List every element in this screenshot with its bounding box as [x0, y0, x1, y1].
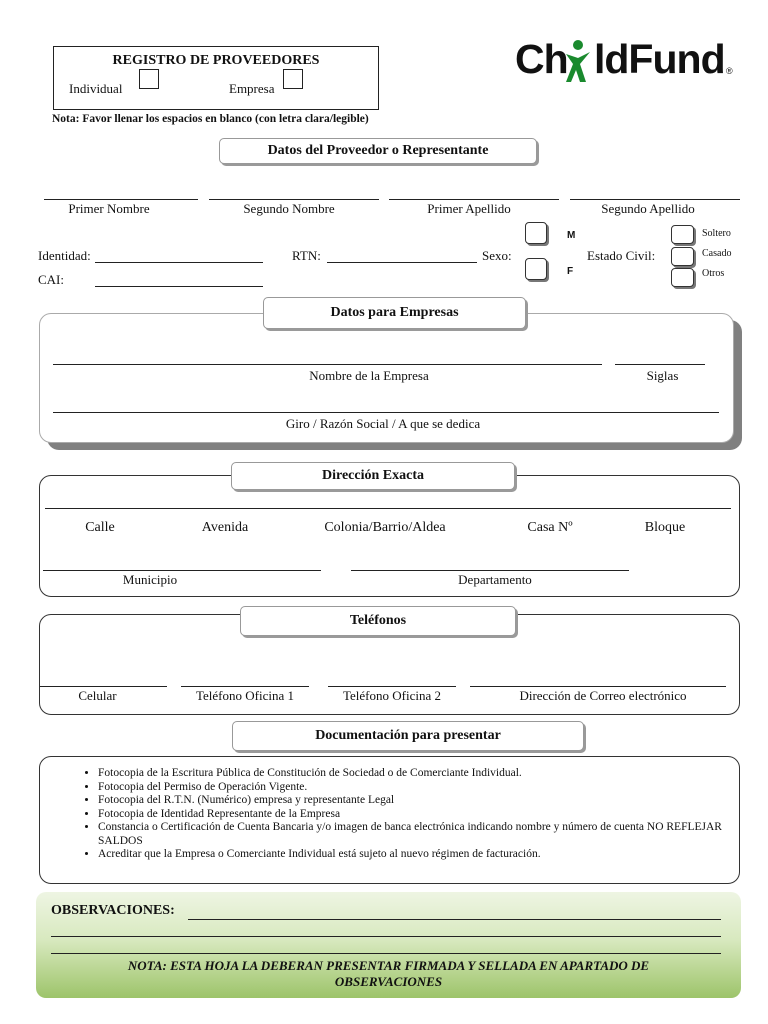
direccion-heading: Dirección Exacta [231, 462, 515, 490]
identidad-label: Identidad: [38, 248, 91, 263]
avenida-label: Avenida [201, 520, 249, 535]
sexo-f-checkbox[interactable] [525, 258, 547, 280]
note-text: Nota: Favor llenar los espacios en blanco (con letra clara/legible) [52, 113, 369, 125]
observaciones-box [36, 892, 741, 998]
telefonos-heading: Teléfonos [240, 606, 516, 636]
documentacion-section [39, 756, 740, 884]
casado-checkbox[interactable] [671, 247, 694, 266]
rtn-label: RTN: [292, 248, 321, 263]
segundo-nombre-label: Segundo Nombre [243, 201, 335, 216]
colonia-label: Colonia/Barrio/Aldea [324, 520, 446, 535]
childfund-logo: Ch ldFund ® [515, 36, 733, 82]
giro-label: Giro / Razón Social / A que se dedica [285, 416, 481, 431]
nota-firmada-line1: NOTA: ESTA HOJA LA DEBERAN PRESENTAR FIRMADA Y SELLADA EN APARTADO DE [127, 958, 650, 973]
identidad-field[interactable] [95, 262, 263, 263]
observaciones-line-1[interactable] [188, 919, 721, 920]
observaciones-label: OBSERVACIONES: [51, 903, 175, 918]
departamento-field[interactable] [351, 570, 629, 571]
documentacion-heading: Documentación para presentar [232, 721, 584, 751]
calle-label: Calle [85, 520, 115, 535]
provider-heading: Datos del Proveedor o Representante [219, 138, 537, 164]
empresa-heading: Datos para Empresas [263, 297, 526, 329]
estado-civil-label: Estado Civil: [587, 248, 656, 263]
otros-label: Otros [702, 268, 725, 279]
list-item: • Fotocopia de Identidad Representante de la Empresa [98, 808, 728, 822]
sexo-f-label: F [567, 266, 574, 277]
cai-field[interactable] [95, 286, 263, 287]
soltero-checkbox[interactable] [671, 225, 694, 244]
empresa-checkbox[interactable] [283, 69, 303, 89]
sexo-m-checkbox[interactable] [525, 222, 547, 244]
celular-field[interactable] [40, 686, 167, 687]
oficina2-label: Teléfono Oficina 2 [343, 688, 441, 703]
individual-checkbox[interactable] [139, 69, 159, 89]
soltero-label: Soltero [702, 228, 731, 239]
siglas-field[interactable] [615, 364, 705, 365]
child-figure-icon [564, 38, 594, 84]
municipio-label: Municipio [122, 572, 178, 587]
correo-label: Dirección de Correo electrónico [519, 688, 687, 703]
registro-title: REGISTRO DE PROVEEDORES [112, 53, 320, 68]
primer-nombre-label: Primer Nombre [68, 201, 150, 216]
casado-label: Casado [702, 248, 732, 259]
celular-label: Celular [78, 688, 117, 703]
list-item: • Fotocopia del Permiso de Operación Vigente. [98, 781, 728, 795]
list-item: • Fotocopia del R.T.N. (Numérico) empresa y representante Legal [98, 794, 728, 808]
departamento-label: Departamento [458, 572, 532, 587]
primer-apellido-label: Primer Apellido [427, 201, 511, 216]
nombre-empresa-field[interactable] [53, 364, 602, 365]
empresa-label: Empresa [229, 81, 275, 96]
list-item: • Acreditar que la Empresa o Comerciante Individual está sujeto al nuevo régimen de facturación. [98, 848, 728, 862]
municipio-field[interactable] [43, 570, 321, 571]
documentacion-list [40, 767, 728, 862]
casa-label: Casa Nº [527, 520, 573, 535]
oficina1-label: Teléfono Oficina 1 [196, 688, 294, 703]
otros-checkbox[interactable] [671, 268, 694, 287]
bloque-label: Bloque [644, 520, 686, 535]
nota-firmada-line2: OBSERVACIONES [334, 974, 443, 989]
rtn-field[interactable] [327, 262, 477, 263]
oficina2-field[interactable] [328, 686, 456, 687]
list-item: • Fotocopia de la Escritura Pública de Constitución de Sociedad o de Comerciante Individual. [98, 767, 728, 781]
list-item: • Constancia o Certificación de Cuenta Bancaria y/o imagen de banca electrónica indicando nombre y número de cuenta NO REFLEJAR SALDOS [98, 821, 728, 848]
cai-label: CAI: [38, 272, 64, 287]
sexo-label: Sexo: [482, 248, 512, 263]
giro-field[interactable] [53, 412, 719, 413]
correo-field[interactable] [470, 686, 726, 687]
observaciones-line-2[interactable] [51, 936, 721, 937]
nombre-empresa-label: Nombre de la Empresa [309, 368, 429, 383]
siglas-label: Siglas [646, 368, 679, 383]
individual-label: Individual [69, 81, 123, 96]
observaciones-line-3[interactable] [51, 953, 721, 954]
registro-box [53, 46, 379, 110]
sexo-m-label: M [567, 230, 576, 241]
oficina1-field[interactable] [181, 686, 309, 687]
segundo-apellido-label: Segundo Apellido [601, 201, 695, 216]
